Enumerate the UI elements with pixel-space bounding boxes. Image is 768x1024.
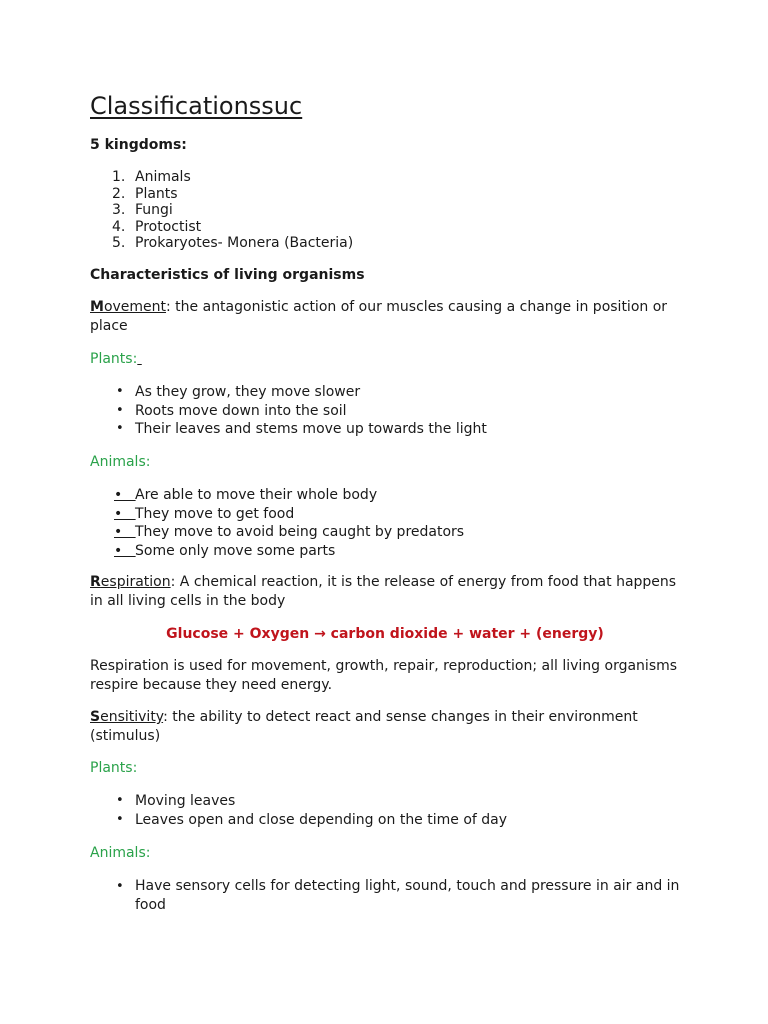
sensitivity-initial: S <box>90 709 101 725</box>
list-item: • Some only move some parts <box>114 542 336 559</box>
page-title: Classificationssuc <box>90 92 303 120</box>
list-item: • Have sensory cells for detecting light, sound, touch and pressure in air and in food <box>116 878 680 913</box>
movement-term: ovement <box>103 299 167 315</box>
respiration-definition: : A chemical reaction, it is the release of energy from food that happens in all living cells in the body <box>90 574 677 609</box>
list-item: • As they grow, they move slower <box>116 384 361 400</box>
list-item: • Are able to move their whole body <box>114 487 378 503</box>
list-item: 2. Plants <box>112 185 178 202</box>
list-item: • They move to get food <box>114 505 295 522</box>
movement-animals-list <box>90 486 680 560</box>
list-item: • Their leaves and stems move up towards the light <box>116 421 487 437</box>
list-item: • Leaves open and close depending on the time of day <box>116 811 508 828</box>
sensitivity-animals-label: Animals: <box>90 845 151 861</box>
list-item: 5. Prokaryotes- Monera (Bacteria) <box>112 235 354 251</box>
respiration-use-paragraph: Respiration is used for movement, growth, repair, reproduction; all living organisms respire because they need energy. <box>90 658 678 693</box>
respiration-equation: Glucose + Oxygen → carbon dioxide + water + (energy) <box>166 626 604 642</box>
respiration-paragraph <box>90 573 680 611</box>
movement-plants-list <box>90 383 680 439</box>
sensitivity-term: ensitivity <box>100 709 164 725</box>
list-item: 4. Protoctist <box>112 218 202 235</box>
sensitivity-paragraph <box>90 708 680 746</box>
kingdoms-heading: 5 kingdoms: <box>90 137 187 153</box>
respiration-initial: R <box>90 574 101 590</box>
list-item: 3. Fungi <box>112 202 173 218</box>
sensitivity-definition: : the ability to detect react and sense changes in their environment (stimulus) <box>90 709 638 744</box>
movement-paragraph <box>90 298 680 336</box>
movement-plants-label: Plants: <box>90 351 138 367</box>
sensitivity-plants-list <box>90 792 680 829</box>
list-item: • Moving leaves <box>116 793 236 809</box>
respiration-term: espiration <box>100 574 171 590</box>
list-item: • Roots move down into the soil <box>116 402 347 419</box>
kingdoms-list <box>90 169 680 252</box>
movement-definition: : the antagonistic action of our muscles causing a change in position or place <box>90 299 668 334</box>
movement-initial: M <box>90 299 104 315</box>
sensitivity-plants-label: Plants: <box>90 760 138 776</box>
characteristics-heading: Characteristics of living organisms <box>90 267 365 283</box>
movement-animals-label: Animals: <box>90 454 151 470</box>
sensitivity-animals-list <box>90 877 680 915</box>
list-item: 1. Animals <box>112 169 191 185</box>
list-item: • They move to avoid being caught by predators <box>114 524 465 540</box>
